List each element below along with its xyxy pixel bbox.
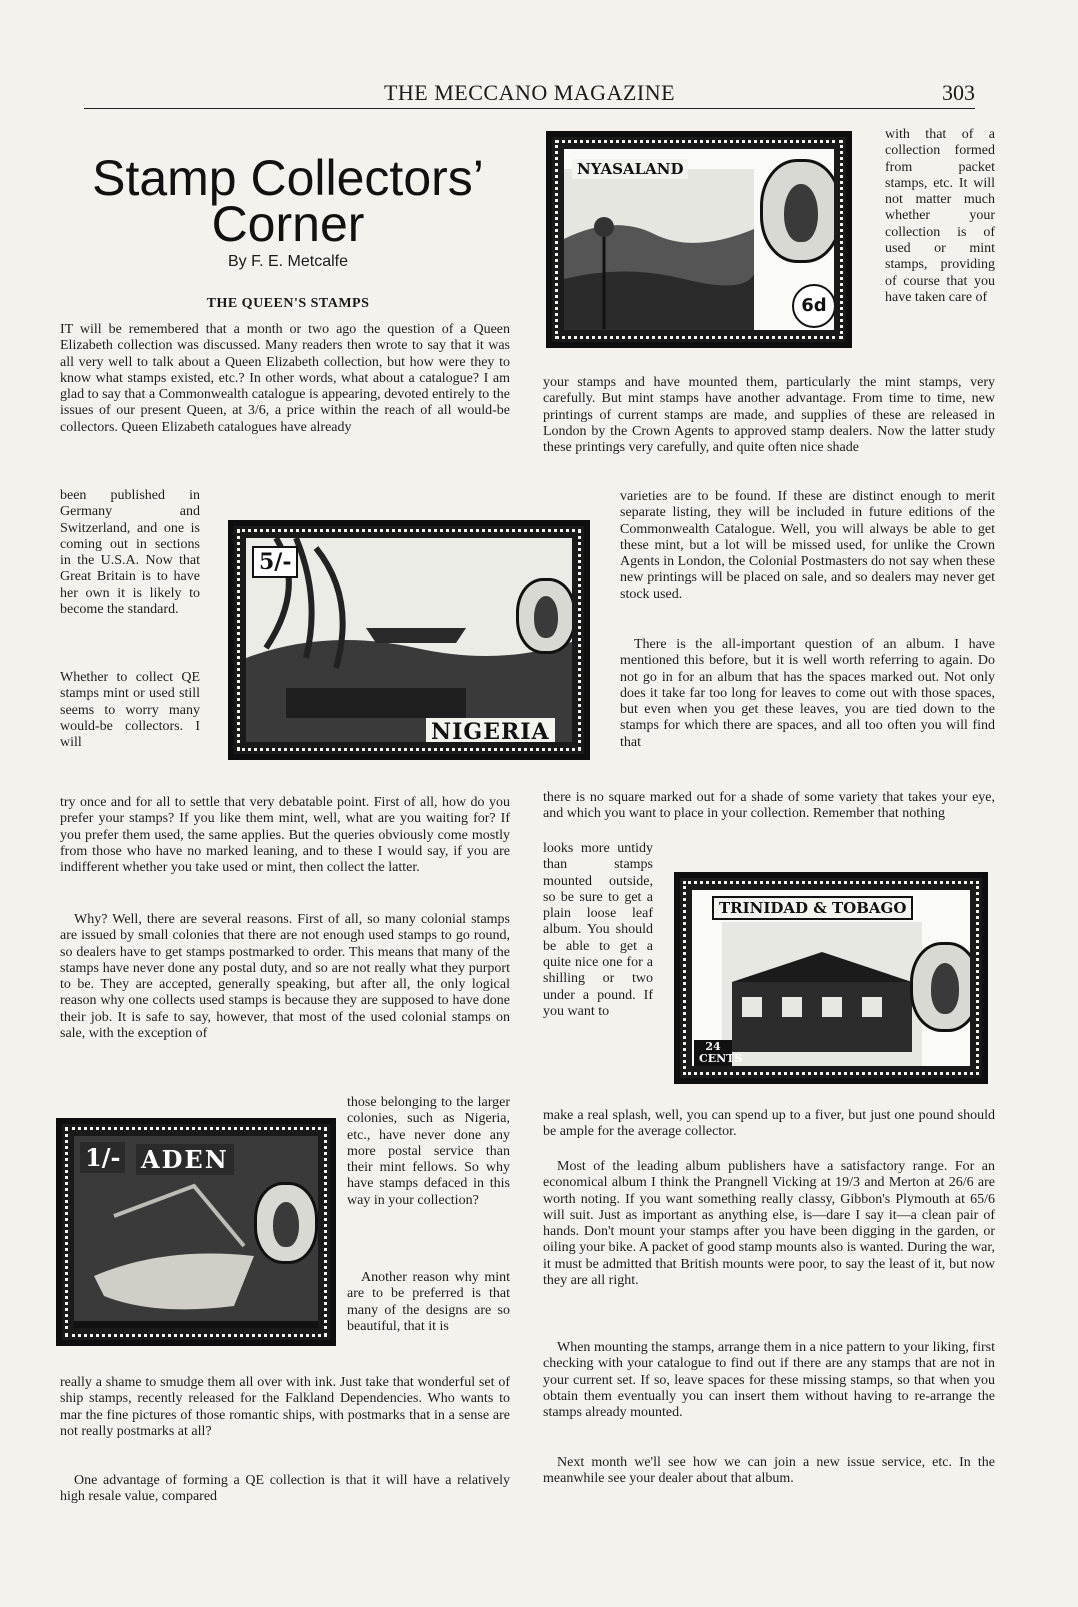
stamp-country-label: TRINIDAD & TOBAGO (712, 896, 913, 920)
paragraph-album-question: There is the all-important question of an album. I have mentioned this before, but it is well worth referring to again. Do not go in for an album that has the spaces marked out. Not only does it take far too long for leaves to come out with those spaces, but even when you get these leaves, you are tied down to the stamps for which there are spaces, and all too often you will find that (620, 637, 995, 750)
paragraph-collection-value: with that of a collection formed from packet stamps, etc. It will not matter much whether your collection is of used or mint stamps, providing of course that you have taken care of (885, 127, 995, 305)
byline: By F. E. Metcalfe (227, 253, 349, 270)
paragraph-another-reason-cont: really a shame to smudge them all over with ink. Just take that wonderful set of ship stamps, recently released for the Falkland Dependencies. Who wants to mar the fine pictures of those romantic ships, with postmarks that in a sense are not really postmarks at all? (60, 1375, 510, 1439)
queen-portrait-icon (910, 942, 970, 1032)
paragraph-arranging: When mounting the stamps, arrange them in a nice pattern to your liking, first checking with your catalogue to find out if there are any stamps that are not in your current set. If so, leave spaces for these missing stamps, so that when you obtain them eventually you can insert them without having to re-arrange the stamps already mounted. (543, 1340, 995, 1421)
stamp-country-label: NIGERIA (426, 718, 555, 742)
stamp-nyasaland-image (546, 131, 852, 348)
government-house-illustration (722, 922, 922, 1066)
landscape-illustration (564, 169, 754, 330)
paragraph-resale: One advantage of forming a QE collection is that it will have a relatively high resale value, compared (60, 1473, 510, 1505)
queen-portrait-icon (516, 578, 572, 654)
stamp-value: 5/- (252, 546, 298, 578)
paragraph-mint-or-used-cont: try once and for all to settle that very debatable point. First of all, how do you prefer your stamps? If you like them mint, well, what are you waiting for? If you prefer them used, the same applies. But the queries obviously come mostly from those who have no marked leaning, and to these I would say, if you are indifferent whether you take used or mint, then collect the latter. (60, 795, 510, 876)
stamp-value: 1/- (80, 1142, 125, 1173)
article-title-line1: Stamp Collectors’ (92, 150, 484, 206)
paragraph-intro: IT will be remembered that a month or two ago the question of a Queen Elizabeth collection was discussed. Many readers then wrote to say that it was all very well to talk about a Queen Elizabeth collection, but how were they to know what stamps existed, etc.? In other words, what about a catalogue? I am glad to say that a Commonwealth catalogue is appearing, devoted entirely to the issues of our present Queen, at 3/6, a price within the reach of all would-be collectors. Queen Elizabeth catalogues have already (60, 322, 510, 435)
stamp-value: 24 CENTS (694, 1040, 732, 1066)
stamp-value: 6d (792, 284, 834, 328)
paragraph-mounting-care: your stamps and have mounted them, particularly the mint stamps, very carefully. But mint stamps have another advantage. From time to time, new printings of current stamps are made, and supplies of these are released in London by the Crown Agents to approved stamp dealers. Now the latter study these printings very carefully, and quite often nice shade (543, 375, 995, 456)
paragraph-splash: make a real splash, well, you can spend up to a fiver, but just one pound should be ample for the average collector. (543, 1108, 995, 1140)
stamp-aden-image (56, 1118, 336, 1346)
article-title-line2: Corner (211, 196, 365, 252)
paragraph-intro-cont: been published in Germany and Switzerland, and one is coming out in sections in the U.S.A. Now that Great Britain is to have her own it is likely to become the standard. (60, 488, 200, 618)
stamp-country-label: ADEN (136, 1144, 234, 1175)
paragraph-next-month: Next month we'll see how we can join a new issue service, etc. In the meanwhile see your dealer about that album. (543, 1455, 995, 1487)
magazine-title: THE MECCANO MAGAZINE (383, 80, 676, 105)
section-subhead: THE QUEEN'S STAMPS (206, 296, 370, 311)
stamp-trinidad-image (674, 872, 988, 1084)
paragraph-album-question-cont: there is no square marked out for a shade of some variety that takes your eye, and which you want to place in your collection. Remember that nothing (543, 790, 995, 822)
paragraph-another-reason: Another reason why mint are to be preferred is that many of the designs are so beautiful, that it is (347, 1270, 510, 1334)
page-header (84, 80, 975, 109)
page-number: 303 (942, 80, 975, 105)
paragraph-mint-or-used: Whether to collect QE stamps mint or used still seems to worry many would-be collectors. I will (60, 670, 200, 751)
queen-portrait-icon (254, 1182, 318, 1264)
paragraph-loose-leaf: looks more untidy than stamps mounted outside, so be sure to get a plain loose leaf album. You should be able to get a quite nice one for a shilling or two under a pound. If you want to (543, 841, 653, 1019)
queen-portrait-icon (760, 159, 834, 263)
stamp-country-label: NYASALAND (572, 159, 688, 179)
paragraph-reasons-cont: those belonging to the larger colonies, such as Nigeria, etc., have never done any more postal service than their mint fellows. So why have stamps defaced in this way in your collection? (347, 1095, 510, 1208)
paragraph-publishers: Most of the leading album publishers have a satisfactory range. For an economical album I think the Prangnell Vicking at 19/3 and Merton at 26/6 are worth noting. If you want something really classy, Gibbon's Plymouth at 65/6 will suit. Just as important as anything else, is—dare I say it—a clean pair of hands. Don't mount your stamps after you have been digging in the garden, or oiling your bike. A packet of good stamp mounts also is wanted. During the war, it must be admitted that British mounts were poor, to say the least of it, but now they are all right. (543, 1159, 995, 1289)
stamp-nigeria-image (228, 520, 590, 760)
paragraph-reasons: Why? Well, there are several reasons. First of all, so many colonial stamps are issued by small colonies that there are not enough used stamps to go round, so dealers have to get stamps postmarked to order. This means that many of the stamps have never done any postal duty, and so are not really what they purport to be. They are accepted, generally speaking, but after all, the only logical reason why one collects used stamps is because they are supposed to have done their job. It is safe to say, however, that most of the used colonial stamps on sale, with the exception of (60, 912, 510, 1042)
paragraph-shade-varieties: varieties are to be found. If these are distinct enough to merit separate listing, they will be included in future editions of the Commonwealth Catalogue. Well, you will always be able to get these mint, but a lot will be missed used, for unlike the Crown Agents in London, the Colonial Postmasters do not say when these new printings will be placed on sale, and so dealers may never get stock used. (620, 489, 995, 602)
